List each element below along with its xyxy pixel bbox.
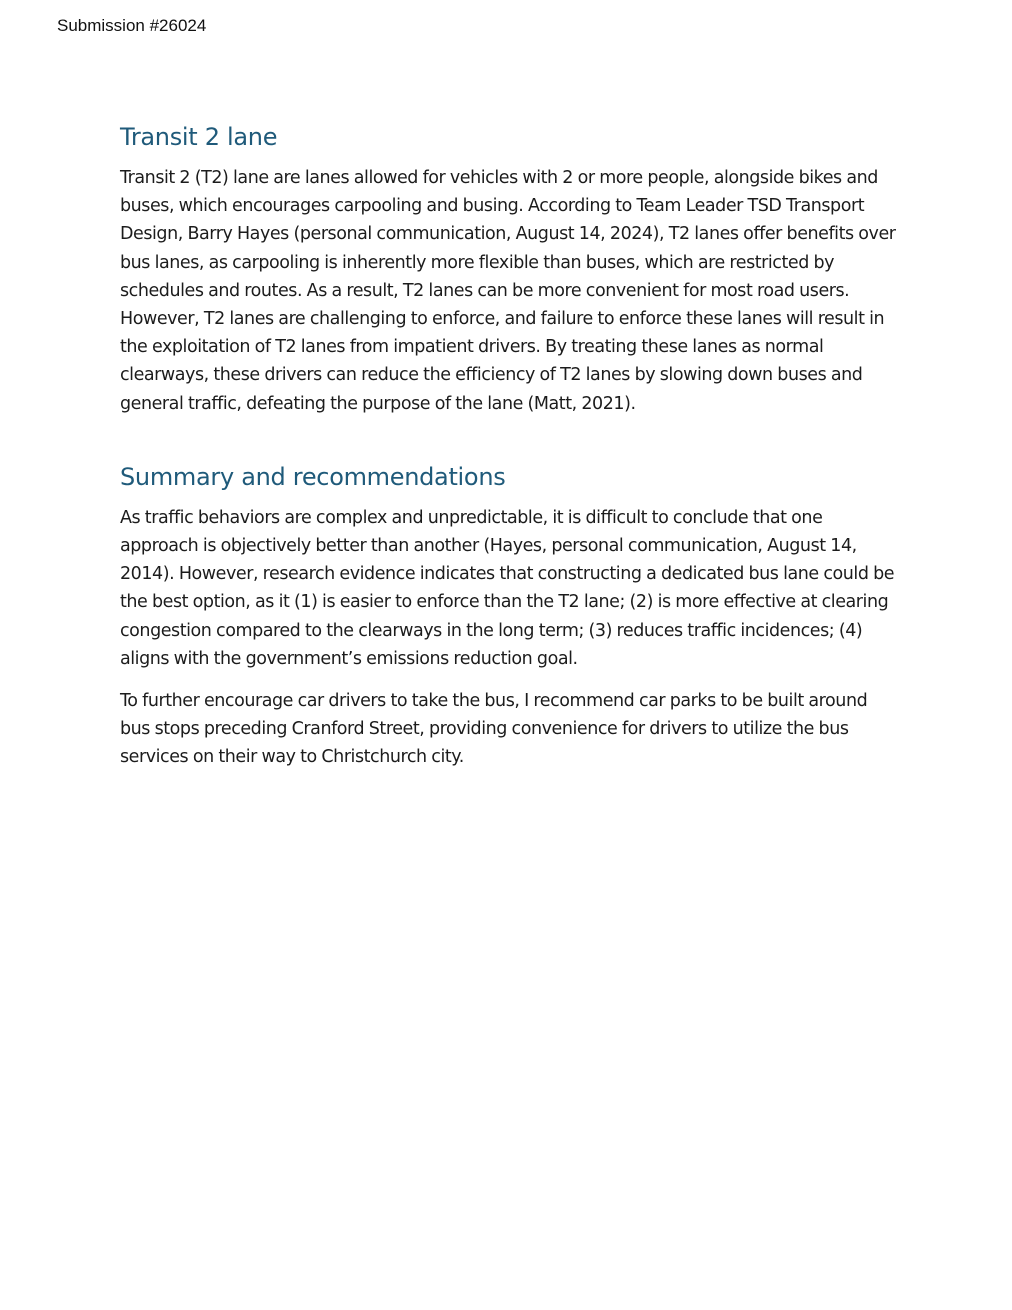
section-heading: Summary and recommendations — [120, 462, 506, 491]
section-heading: Transit 2 lane — [120, 123, 278, 151]
section-summary-and-recommendations — [120, 460, 900, 772]
paragraph: Transit 2 (T2) lane are lanes allowed for vehicles with 2 or more people, alongside bikes and buses, which encourages carpooling and busing. According to Team Leader TSD Transport Design, Barry Hayes (personal communication, August 14, 2024), T2 lanes offer benefits over bus lanes, as carpooling is inherently more flexible than buses, which are restricted by schedules and routes. As a result, T2 lanes can be more convenient for most road users. However, T2 lanes are challenging to enforce, and failure to enforce these lanes will result in the exploitation of T2 lanes from impatient drivers. By treating these lanes as normal clearways, these drivers can reduce the efficiency of T2 lanes by slowing down buses and general traffic, defeating the purpose of the lane (Matt, 2021). — [120, 168, 896, 414]
paragraph: As traffic behaviors are complex and unpredictable, it is difficult to conclude that one approach is objectively better than another (Hayes, personal communication, August 14, 2014). However, research evidence indicates that constructing a dedicated bus lane could be the best option, as it (1) is easier to enforce than the T2 lane; (2) is more effective at clearing congestion compared to the clearways in the long term; (3) reduces traffic incidences; (4) aligns with the government’s emissions reduction goal. — [120, 507, 895, 669]
submission-label: Submission #26024 — [57, 16, 207, 35]
document-body — [120, 120, 900, 772]
paragraph: To further encourage car drivers to take the bus, I recommend car parks to be built around bus stops preceding Cranford Street, providing convenience for drivers to utilize the bus services on their way to Christchurch city. — [120, 691, 868, 768]
section-transit-2-lane — [120, 120, 900, 418]
